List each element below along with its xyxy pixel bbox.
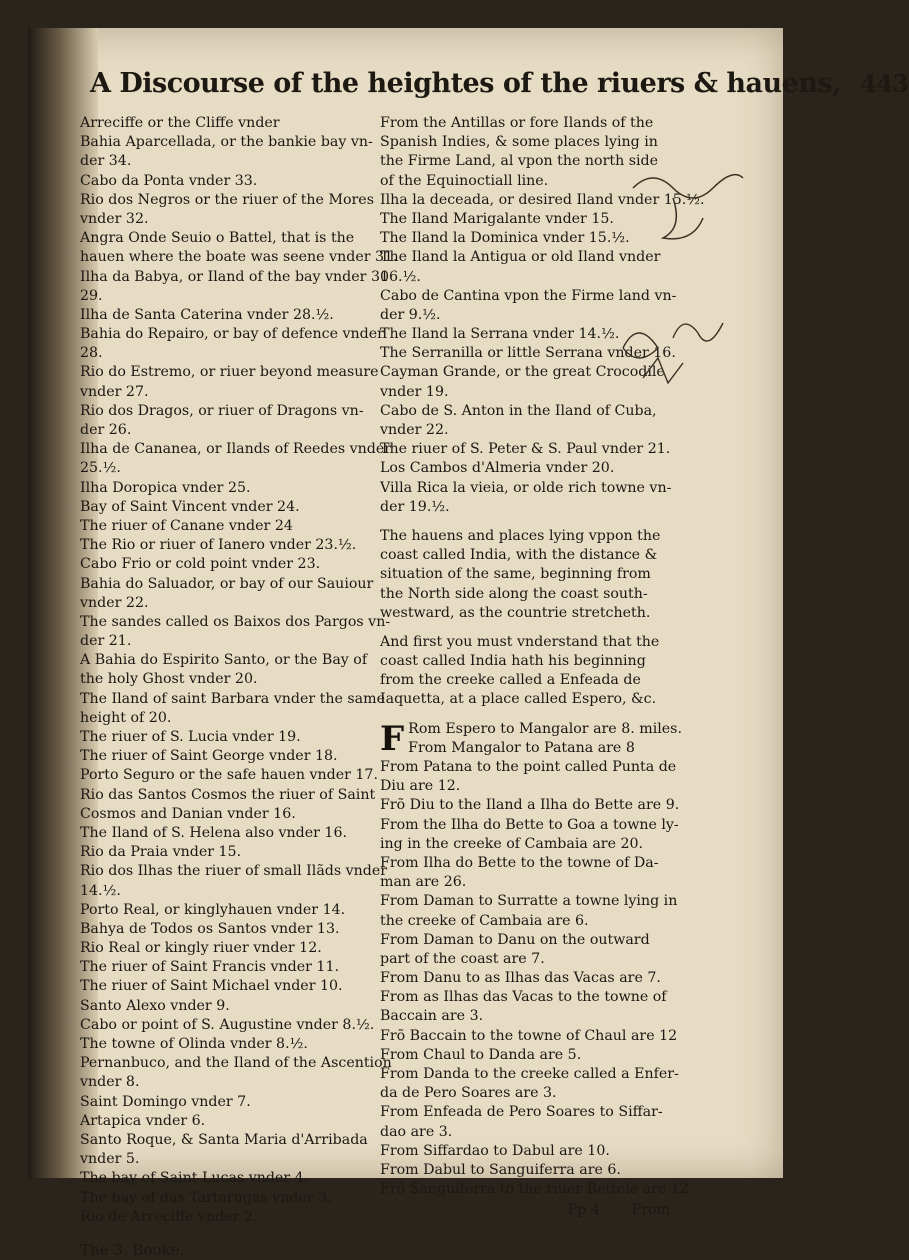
left-entry-line: Cabo da Ponta vnder 33. — [80, 172, 258, 189]
distance-entry-line: From Siffardao to Dabul are 10. — [380, 1142, 610, 1159]
page-number: 443 — [860, 69, 909, 98]
antillas-entry-line: der 19.½. — [380, 498, 450, 515]
left-entry-line: Santo Alexo vnder 9. — [80, 997, 230, 1014]
left-entry-line: The riuer of Saint Francis vnder 11. — [80, 959, 339, 976]
left-entry-line: Bahia do Saluador, or bay of our Sauiour — [80, 575, 374, 592]
left-entry-line: vnder 5. — [80, 1151, 140, 1168]
antillas-entry-line: Los Cambos d'Almeria vnder 20. — [380, 460, 615, 477]
page-title: A Discourse of the heightes of the riuers & hauens, — [90, 68, 842, 99]
india-heading-line: westward, as the countrie stretcheth. — [380, 604, 651, 621]
distance-entry-line: part of the coast are 7. — [380, 950, 545, 967]
distance-list — [380, 718, 689, 1200]
left-entry-line: Cabo Frio or cold point vnder 23. — [80, 556, 321, 573]
distance-entry-line: ing in the creeke of Cambaia are 20. — [380, 835, 644, 852]
antillas-heading-line: Spanish Indies, & some places lying in — [380, 134, 658, 151]
left-entry-line: 25.½. — [80, 460, 121, 477]
signature-line — [380, 1201, 680, 1220]
antillas-entry-line: Cabo de Cantina vpon the Firme land vn- — [380, 287, 677, 304]
distance-entry-line: Frõ Baccain to the towne of Chaul are 12 — [380, 1027, 678, 1044]
left-entry-line: Cosmos and Danian vnder 16. — [80, 805, 296, 822]
left-entry-line: vnder 27. — [80, 383, 149, 400]
distance-entry-line: From Chaul to Danda are 5. — [380, 1046, 582, 1063]
signature-mark: Pp 4. — [567, 1202, 605, 1219]
india-heading-line: The hauens and places lying vppon the — [380, 527, 661, 544]
left-entry-line: Angra Onde Seuio o Battel, that is the — [80, 230, 355, 247]
left-entry-line: der 34. — [80, 153, 132, 170]
india-intro-line: And first you must vnderstand that the — [380, 633, 660, 650]
catchword: From — [631, 1202, 670, 1219]
left-entry-line: height of 20. — [80, 709, 172, 726]
running-header — [90, 68, 909, 108]
antillas-heading-line: From the Antillas or fore Ilands of the — [380, 115, 654, 131]
distance-entry-line: From Mangalor to Patana are 8 — [408, 739, 635, 756]
left-catchword: The 3. Booke. — [80, 1240, 185, 1259]
left-entry-line: the holy Ghost vnder 20. — [80, 671, 258, 688]
left-entry-line: The riuer of Saint Michael vnder 10. — [80, 978, 343, 995]
antillas-entry-line: The riuer of S. Peter & S. Paul vnder 21. — [380, 441, 671, 458]
antillas-entry-line: The Iland la Serrana vnder 14.½. — [380, 326, 620, 343]
distance-entry-line: From Daman to Surratte a towne lying in — [380, 893, 678, 910]
left-entry-line: The riuer of Saint George vnder 18. — [80, 748, 338, 765]
left-entry-line: der 21. — [80, 633, 132, 650]
antillas-entry-line: vnder 19. — [380, 383, 449, 400]
india-heading-line: situation of the same, beginning from — [380, 566, 651, 583]
left-column — [80, 114, 398, 1260]
left-entry-line: Rio das Santos Cosmos the riuer of Saint — [80, 786, 376, 803]
left-entry-line: vnder 8. — [80, 1074, 140, 1091]
antillas-heading-line: of the Equinoctiall line. — [380, 172, 549, 189]
left-entry-line: Rio da Praia vnder 15. — [80, 844, 242, 861]
antillas-entry-line: The Iland la Dominica vnder 15.½. — [380, 230, 630, 247]
left-entry-line: Ilha da Babya, or Iland of the bay vnder 30 — [80, 268, 390, 285]
distance-entry-line: From Dabul to Sanguiferra are 6. — [380, 1161, 621, 1178]
left-entry-line: der 26. — [80, 422, 132, 438]
distance-entry-line: From Patana to the point called Punta de — [380, 759, 677, 775]
india-intro-line: coast called India hath his beginning — [380, 653, 646, 670]
left-entry-line: Ilha Doropica vnder 25. — [80, 479, 251, 496]
distance-entry-line: Rom Espero to Mangalor are 8. miles. — [408, 720, 682, 737]
antillas-entry-line: Cayman Grande, or the great Crocodile — [380, 364, 665, 381]
antillas-entry-line: vnder 22. — [380, 422, 449, 438]
distance-entry-line: Frõ Sanguiferra to the riuer Bettele are 12 — [380, 1181, 689, 1198]
distance-entry-line: From the Ilha do Bette to Goa a towne ly- — [380, 816, 679, 833]
left-entry-line: Rio dos Ilhas the riuer of small Ilãds vnder — [80, 863, 388, 880]
left-entry-line: Rio dos Dragos, or riuer of Dragons vn- — [80, 402, 364, 419]
left-entry-line: Bay of Saint Vincent vnder 24. — [80, 498, 300, 515]
book-page — [28, 28, 909, 1259]
left-entry-line: The sandes called os Baixos dos Pargos vn- — [80, 613, 391, 630]
distance-entry-line: From Danda to the creeke called a Enfer- — [380, 1066, 679, 1082]
distance-entry-line: From as Ilhas das Vacas to the towne of — [380, 989, 667, 1006]
left-entry-line: Artapica vnder 6. — [80, 1112, 206, 1129]
antillas-entry-line: Cabo de S. Anton in the Iland of Cuba, — [380, 402, 657, 419]
left-entry-line: 29. — [80, 287, 103, 304]
antillas-entry-line: The Iland Marigalante vnder 15. — [380, 210, 614, 227]
antillas-heading-line: the Firme Land, al vpon the north side — [380, 153, 659, 170]
left-entry-line: The riuer of S. Lucia vnder 19. — [80, 729, 301, 745]
distance-entry-line: From Danu to as Ilhas das Vacas are 7. — [380, 970, 661, 987]
left-entry-line: 28. — [80, 345, 103, 362]
left-entry-line: Bahya de Todos os Santos vnder 13. — [80, 920, 340, 937]
india-heading-line: coast called India, with the distance & — [380, 547, 658, 564]
left-entry-line: Porto Seguro or the safe hauen vnder 17. — [80, 767, 378, 784]
distance-entry-line: Diu are 12. — [380, 778, 461, 795]
distance-entry-line: Frõ Diu to the Iland a Ilha do Bette are 9. — [380, 797, 680, 814]
india-heading — [380, 527, 680, 623]
antillas-entry-line: The Iland la Antigua or old Iland vnder — [380, 249, 661, 266]
antillas-entry-line: der 9.½. — [380, 306, 441, 323]
left-entry-line: Ilha de Cananea, or Ilands of Reedes vnder — [80, 441, 392, 458]
left-entry-line: The Iland of saint Barbara vnder the same — [80, 690, 385, 707]
left-entry-line: Rio do Estremo, or riuer beyond measure — [80, 364, 379, 381]
left-entry-line: vnder 32. — [80, 210, 149, 227]
left-entry-line: The towne of Olinda vnder 8.½. — [80, 1036, 308, 1052]
distance-entry-line: From Daman to Danu on the outward — [380, 931, 650, 948]
distance-entry-line: da de Pero Soares are 3. — [380, 1085, 557, 1102]
drop-cap: F — [380, 718, 405, 759]
left-entry-line: Ilha de Santa Caterina vnder 28.½. — [80, 306, 334, 323]
antillas-entry-line: Ilha la deceada, or desired Iland vnder 15.½. — [380, 191, 705, 208]
left-entry-line: Saint Domingo vnder 7. — [80, 1093, 251, 1110]
left-entry-line: Bahia Aparcellada, or the bankie bay vn- — [80, 134, 373, 151]
left-entry-line: 14.½. — [80, 882, 121, 899]
left-entry-line: hauen where the boate was seene vnder 31. — [80, 249, 398, 266]
india-intro-line: from the creeke called a Enfeada de — [380, 672, 641, 689]
left-entry-line: Rio dos Negros or the riuer of the Mores — [80, 191, 374, 208]
left-entry-line: The Rio or riuer of Ianero vnder 23.½. — [80, 537, 357, 554]
antillas-entry-line: The Serranilla or little Serrana vnder 16. — [380, 345, 676, 362]
left-entry-line: Arreciffe or the Cliffe vnder — [80, 115, 280, 131]
left-entry-line: Rio de Arreciffe vnder 2. — [80, 1208, 258, 1225]
left-entry-line: Rio Real or kingly riuer vnder 12. — [80, 940, 322, 957]
left-entry-line: The bay of das Tartarugas vnder 3. — [80, 1189, 332, 1206]
left-entry-line: Santo Roque, & Santa Maria d'Arribada — [80, 1131, 368, 1148]
distance-entry-line: From Enfeada de Pero Soares to Siffar- — [380, 1104, 663, 1121]
india-intro — [380, 633, 680, 710]
left-entry-line: Porto Real, or kinglyhauen vnder 14. — [80, 901, 346, 918]
left-entry-line: Pernanbuco, and the Iland of the Ascention — [80, 1055, 392, 1072]
left-entry-line: A Bahia do Espirito Santo, or the Bay of — [80, 652, 368, 669]
margin-handwriting — [613, 158, 763, 398]
distance-entry-line: the creeke of Cambaia are 6. — [380, 912, 589, 929]
distance-entry-line: man are 26. — [380, 874, 467, 891]
antillas-entry-line: Villa Rica la vieia, or olde rich towne vn- — [380, 479, 672, 496]
left-entry-line: Bahia do Repairo, or bay of defence vnder — [80, 326, 384, 343]
antillas-entry-line: 16.½. — [380, 268, 421, 285]
left-entry-line: The bay of Saint Lucas vnder 4. — [80, 1170, 309, 1187]
india-heading-line: the North side along the coast south- — [380, 585, 648, 602]
left-entry-line: The Iland of S. Helena also vnder 16. — [80, 824, 347, 841]
distance-entry-line: Baccain are 3. — [380, 1008, 484, 1025]
distance-entry-line: dao are 3. — [380, 1123, 453, 1140]
left-entry-line: vnder 22. — [80, 594, 149, 611]
distance-entry-line: From Ilha do Bette to the towne of Da- — [380, 854, 659, 871]
left-entry-line: The riuer of Canane vnder 24 — [80, 517, 293, 534]
left-entry-line: Cabo or point of S. Augustine vnder 8.½. — [80, 1016, 375, 1033]
india-intro-line: Iaquetta, at a place called Espero, &c. — [380, 691, 657, 708]
